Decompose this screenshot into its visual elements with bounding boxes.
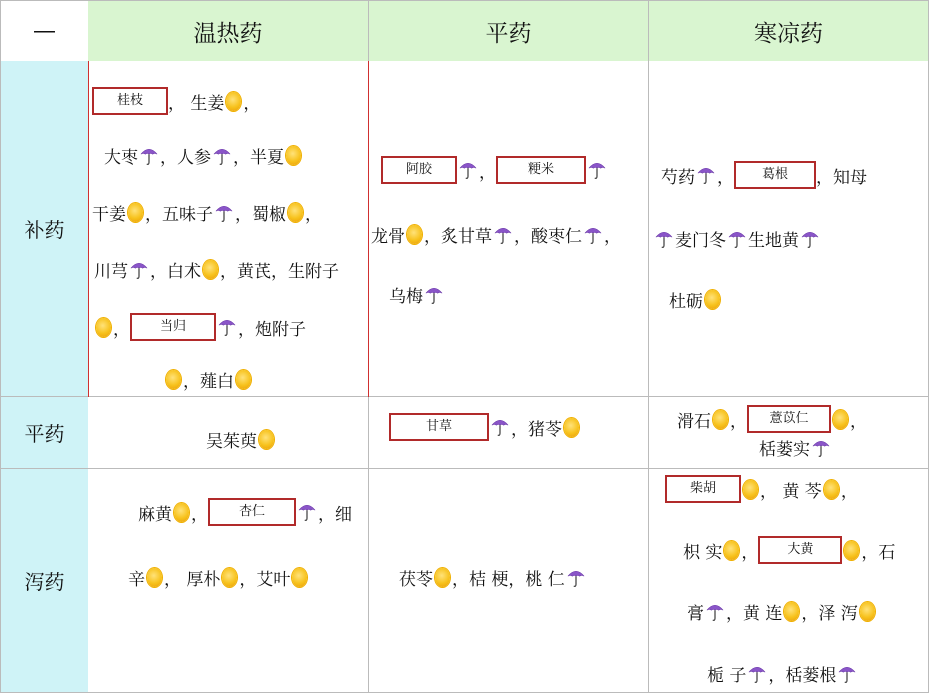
boxed-herb-label: 大黄 — [758, 536, 842, 564]
header-warm — [88, 0, 369, 62]
umbrella-icon — [706, 602, 724, 622]
herb-line — [683, 536, 895, 564]
umbrella-icon — [130, 260, 148, 280]
umbrella-icon — [494, 225, 512, 245]
herb-text: ，猪苓 — [511, 419, 562, 440]
herb-text: ，栝蒌根 — [768, 666, 837, 686]
cell-purge-cold — [649, 469, 929, 693]
herb-text: 滑石 — [677, 411, 711, 432]
herb-text: 吴茱萸 — [206, 432, 257, 452]
herb-text: ， 生姜 — [168, 93, 225, 114]
herb-text: 辛 — [128, 570, 145, 590]
boxed-herb-label: 甘草 — [389, 413, 489, 441]
herb-text: ，半夏 — [233, 148, 284, 168]
sun-icon — [724, 541, 739, 560]
sun-icon — [226, 92, 241, 111]
umbrella-icon — [812, 438, 830, 458]
umbrella-icon — [728, 229, 746, 249]
herb-text: ，黄芪，生附子 — [220, 262, 339, 282]
sun-icon — [288, 203, 303, 222]
sun-icon — [128, 203, 143, 222]
herb-text: ， — [717, 167, 734, 188]
herb-text: 麦门冬 — [675, 231, 726, 251]
umbrella-icon — [697, 165, 715, 185]
herb-text: ，白术 — [150, 262, 201, 282]
umbrella-icon — [567, 568, 585, 588]
sun-icon — [286, 146, 301, 165]
herb-text: 乌梅 — [389, 287, 423, 307]
sun-icon — [147, 568, 162, 587]
herb-text: 栀 子 — [707, 666, 747, 686]
herb-text: ，酸枣仁 — [514, 227, 582, 247]
herb-text: ， — [191, 504, 208, 525]
herb-line — [389, 282, 445, 307]
herb-text: 栝蒌实 — [759, 440, 810, 460]
herb-text: ， — [243, 93, 261, 114]
boxed-herb-label: 薏苡仁 — [747, 405, 831, 433]
herb-text: 芍药 — [661, 167, 695, 188]
row-header-neutral — [0, 397, 89, 469]
herb-text: ， — [741, 542, 759, 563]
sun-icon — [743, 480, 758, 499]
sun-icon — [435, 568, 450, 587]
herb-line — [759, 435, 832, 460]
herb-line — [206, 427, 276, 452]
herb-text: ，石 — [861, 542, 896, 563]
herb-line — [665, 475, 858, 503]
corner-label: — — [33, 18, 56, 44]
corner-cell — [0, 0, 89, 62]
row-header-purge — [0, 469, 89, 693]
herb-line — [92, 87, 260, 115]
umbrella-icon — [213, 146, 231, 166]
cell-tonic-warm — [88, 61, 369, 397]
header-cold-label: 寒凉药 — [754, 20, 823, 47]
red-divider-left — [88, 61, 89, 397]
sun-icon — [166, 370, 181, 389]
boxed-herb-label: 阿胶 — [381, 156, 457, 184]
herb-line — [104, 143, 303, 168]
cell-tonic-neutral — [369, 61, 649, 397]
red-divider-right — [368, 61, 369, 397]
sun-icon — [174, 503, 189, 522]
herb-text: ， — [730, 411, 747, 432]
boxed-herb-label: 杏仁 — [208, 498, 296, 526]
herb-line — [677, 405, 867, 433]
umbrella-icon — [140, 146, 158, 166]
umbrella-icon — [298, 502, 316, 522]
herb-text: 杜砺 — [669, 292, 703, 312]
herb-text: ，炙甘草 — [424, 227, 492, 247]
row-header-tonic — [0, 61, 89, 397]
herb-text: ， — [850, 411, 867, 432]
cell-neutral-neutral — [369, 397, 649, 469]
boxed-herb-label: 葛根 — [734, 161, 816, 189]
umbrella-icon — [584, 225, 602, 245]
herb-text: ，蜀椒 — [235, 205, 286, 225]
herb-line — [661, 161, 867, 189]
herb-text: 膏 — [687, 604, 704, 624]
herb-line — [669, 287, 722, 312]
herb-text: ，薤白 — [183, 372, 234, 392]
herb-line — [399, 565, 587, 590]
herb-text: 大枣 — [104, 148, 138, 168]
umbrella-icon — [748, 664, 766, 684]
herb-text: 枳 实 — [683, 542, 723, 563]
umbrella-icon — [655, 229, 673, 249]
umbrella-icon — [801, 229, 819, 249]
sun-icon — [713, 410, 728, 429]
sun-icon — [203, 260, 218, 279]
herb-line — [381, 156, 608, 184]
herb-line — [389, 413, 581, 441]
sun-icon — [564, 418, 579, 437]
herb-text: ，艾叶 — [239, 570, 291, 590]
herb-line — [687, 599, 877, 624]
header-warm-label: 温热药 — [193, 20, 263, 47]
herb-text: ，桔 梗，桃 仁 — [452, 570, 565, 590]
umbrella-icon — [459, 160, 477, 180]
herb-line — [94, 257, 339, 282]
sun-icon — [222, 568, 237, 587]
cell-tonic-cold — [649, 61, 929, 397]
herb-text: 麻黄 — [138, 504, 172, 525]
herb-text: 龙骨 — [371, 227, 405, 247]
herb-text: ，泽 泻 — [801, 604, 858, 624]
header-cold — [649, 0, 929, 62]
herb-text: ，炮附子 — [238, 319, 306, 340]
cell-purge-neutral — [369, 469, 649, 693]
herb-text: ， 黄 芩 — [760, 481, 822, 502]
cell-purge-warm — [88, 469, 369, 693]
herb-line — [164, 367, 253, 392]
herb-text: 生地黄 — [748, 231, 799, 251]
header-neutral — [369, 0, 649, 62]
umbrella-icon — [215, 203, 233, 223]
row-header-purge-label: 泻药 — [24, 570, 65, 594]
herb-line — [94, 313, 306, 341]
sun-icon — [860, 602, 875, 621]
boxed-herb-label: 柴胡 — [665, 475, 741, 503]
umbrella-icon — [588, 160, 606, 180]
herb-text: ， 厚朴 — [164, 570, 221, 590]
sun-icon — [96, 318, 111, 337]
sun-icon — [236, 370, 251, 389]
herb-text: ， — [113, 319, 130, 340]
sun-icon — [705, 290, 720, 309]
sun-icon — [824, 480, 839, 499]
boxed-herb-label: 粳米 — [496, 156, 586, 184]
boxed-herb-label: 当归 — [130, 313, 216, 341]
header-neutral-label: 平药 — [485, 20, 532, 47]
cell-neutral-warm — [88, 397, 369, 469]
herb-line — [92, 200, 322, 225]
herb-text: ，黄 连 — [726, 604, 783, 624]
herb-line — [128, 565, 309, 590]
herb-text: ，五味子 — [145, 205, 213, 225]
herb-text: ， — [305, 205, 322, 225]
herb-text: 川芎 — [94, 262, 128, 282]
herb-text: ， — [840, 481, 858, 502]
umbrella-icon — [425, 285, 443, 305]
herb-text: ，知母 — [816, 167, 867, 188]
herb-line — [707, 661, 858, 686]
herb-text: 茯苓 — [399, 570, 433, 590]
herb-line — [371, 222, 621, 247]
row-header-tonic-label: 补药 — [24, 218, 65, 242]
umbrella-icon — [838, 664, 856, 684]
sun-icon — [784, 602, 799, 621]
sun-icon — [292, 568, 307, 587]
boxed-herb-label: 桂枝 — [92, 87, 168, 115]
sun-icon — [407, 225, 422, 244]
sun-icon — [844, 541, 859, 560]
umbrella-icon — [218, 317, 236, 337]
sun-icon — [833, 410, 848, 429]
umbrella-icon — [491, 417, 509, 437]
sun-icon — [259, 430, 274, 449]
herb-text: ，细 — [318, 504, 352, 525]
herb-text: ，人参 — [160, 148, 211, 168]
herb-text: ， — [604, 227, 621, 247]
herb-line — [138, 498, 352, 526]
cell-neutral-cold — [649, 397, 929, 469]
herb-text: 干姜 — [92, 205, 126, 225]
row-header-neutral-label: 平药 — [24, 422, 65, 446]
herb-text: ， — [479, 162, 496, 183]
herb-line — [653, 226, 821, 251]
